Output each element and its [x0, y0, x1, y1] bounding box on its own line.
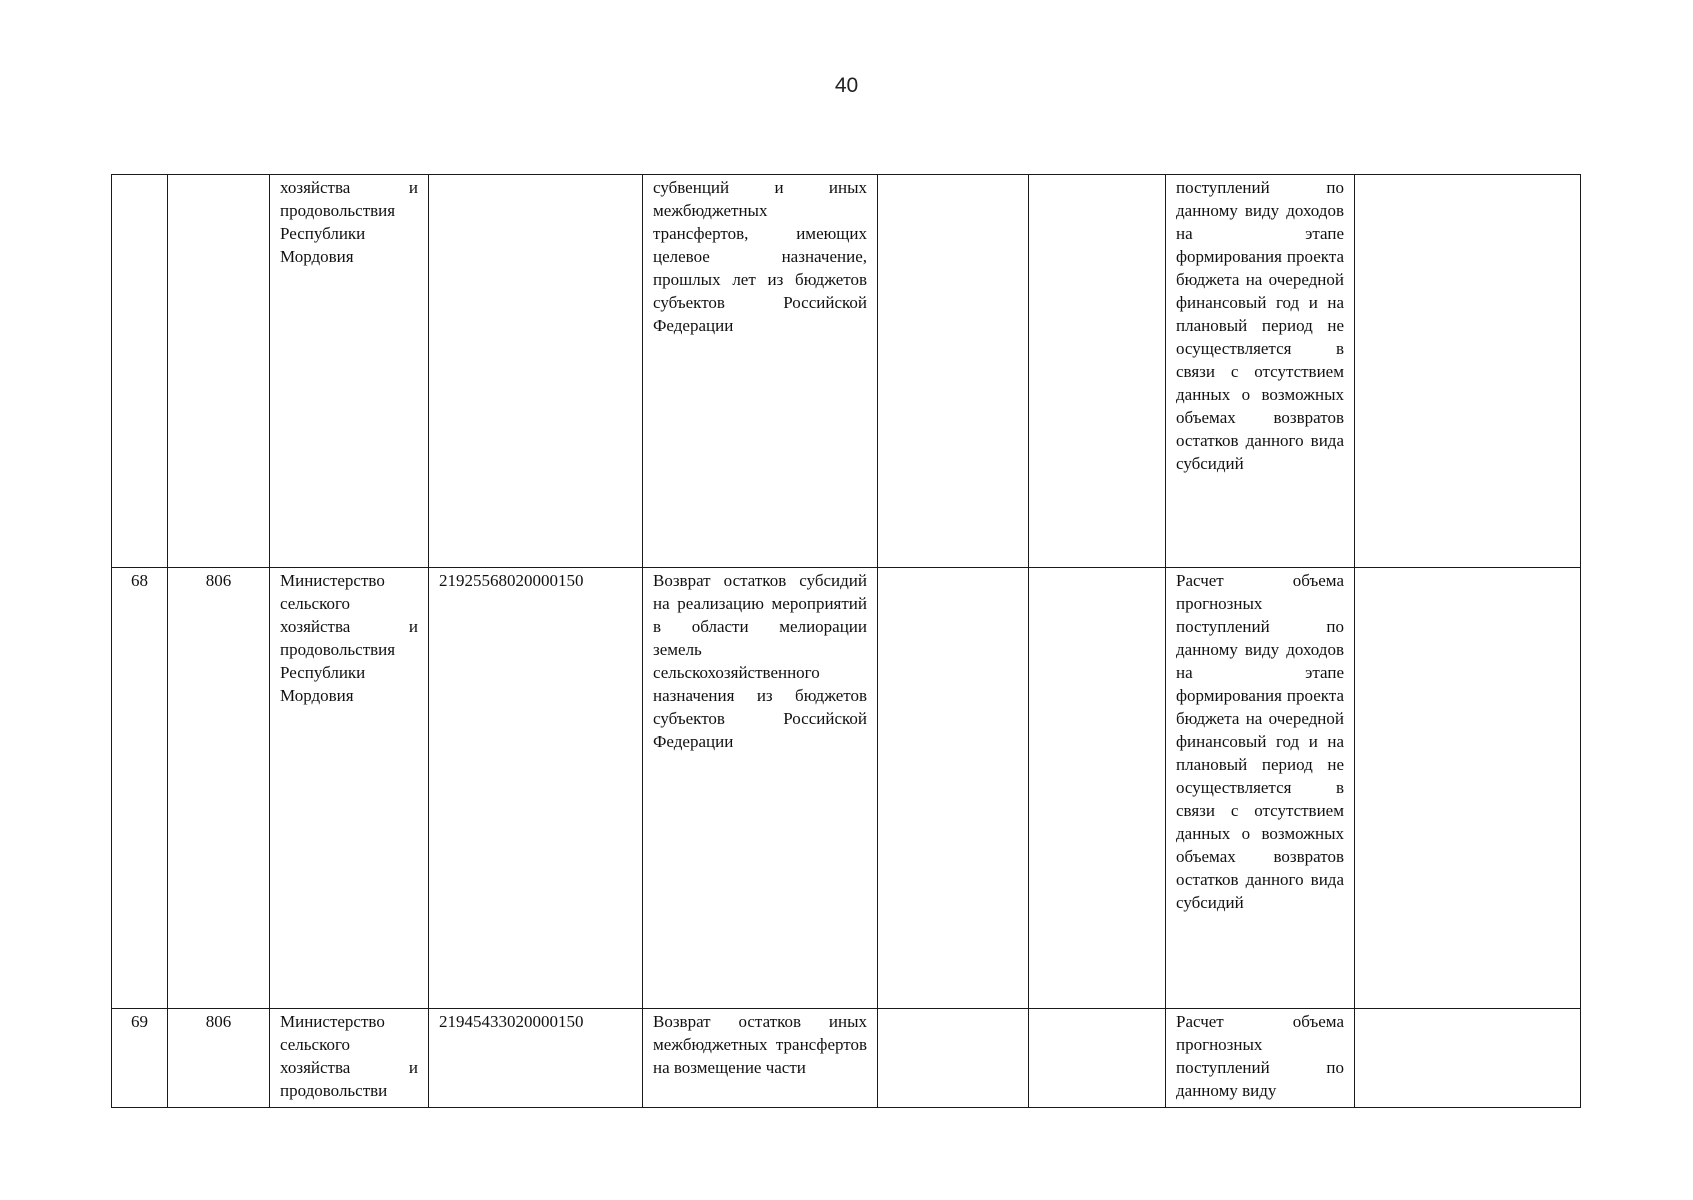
revenue-description-cell: субвенций и иных межбюджетных трансфертов, имеющих целевое назначение, прошлых лет из бюджетов субъектов Российской Федерации: [643, 175, 878, 568]
empty-cell: [1355, 1009, 1581, 1108]
budget-code-cell: 21925568020000150: [429, 568, 643, 1009]
revenue-description-cell: Возврат остатков субсидий на реализацию мероприятий в области мелиорации земель сельскохозяйственного назначения из бюджетов субъектов Российской Федерации: [643, 568, 878, 1009]
row-number-cell: [112, 175, 168, 568]
page-number: 40: [834, 74, 859, 97]
admin-code-cell: [168, 175, 270, 568]
admin-code-cell: 806: [168, 1009, 270, 1108]
revenue-table: [111, 174, 1581, 1108]
empty-cell: [1029, 175, 1166, 568]
empty-cell: [1355, 175, 1581, 568]
empty-cell: [1029, 1009, 1166, 1108]
row-number-cell: 69: [112, 1009, 168, 1108]
calculation-note-cell: Расчет объема прогнозных поступлений по данному виду доходов на этапе формирования проекта бюджета на очередной финансовый год и на плановый период не осуществляется в связи с отсутствием данных о возможных объемах возвратов остатков данного вида субсидий: [1166, 568, 1355, 1009]
empty-cell: [1355, 568, 1581, 1009]
budget-code-cell: 21945433020000150: [429, 1009, 643, 1108]
empty-cell: [878, 175, 1029, 568]
admin-code-cell: 806: [168, 568, 270, 1009]
empty-cell: [878, 1009, 1029, 1108]
organization-cell: хозяйства и продовольствия Республики Мордовия: [270, 175, 429, 568]
row-number-cell: 68: [112, 568, 168, 1009]
empty-cell: [1029, 568, 1166, 1009]
table-row: [112, 568, 1581, 1009]
calculation-note-cell: поступлений по данному виду доходов на этапе формирования проекта бюджета на очередной финансовый год и на плановый период не осуществляется в связи с отсутствием данных о возможных объемах возвратов остатков данного вида субсидий: [1166, 175, 1355, 568]
organization-cell: Министерство сельского хозяйства и продовольстви: [270, 1009, 429, 1108]
calculation-note-cell: Расчет объема прогнозных поступлений по данному виду: [1166, 1009, 1355, 1108]
organization-cell: Министерство сельского хозяйства и продовольствия Республики Мордовия: [270, 568, 429, 1009]
empty-cell: [878, 568, 1029, 1009]
table-row: [112, 1009, 1581, 1108]
table-row: [112, 175, 1581, 568]
revenue-description-cell: Возврат остатков иных межбюджетных трансфертов на возмещение части: [643, 1009, 878, 1108]
budget-code-cell: [429, 175, 643, 568]
